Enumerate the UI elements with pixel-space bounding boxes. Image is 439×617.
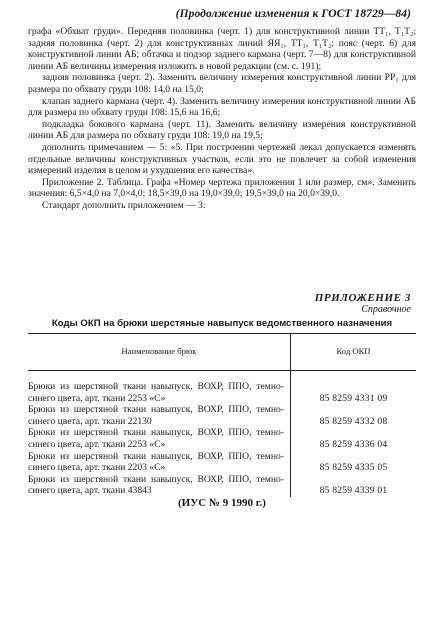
continuation-header: (Продолжение изменения к ГОСТ 18729—84): [175, 8, 411, 20]
table-row: [28, 451, 416, 474]
codes-table: [28, 333, 416, 497]
table-header-row: [28, 334, 416, 371]
paragraph-standard-addition: Стандарт дополнить приложением — 3:: [42, 199, 206, 211]
paragraph-appendix-2: Приложение 2. Таблица. Графа «Номер чертежа приложения 1 или размер, см». Заменить значения: 6,5×4,0 на 7,0×4,0; 18,5×39,0 на 19,0×39,0; 19,5×39,0 на 20,0×39,0.: [28, 176, 416, 200]
paragraph-back-half: задняя половинка (черт. 2). Заменить величину измерения конструктивной линии РР₁ для размера по обхвату груди 108: 14,0 на 15,0;: [28, 72, 416, 95]
row-code: 85 8259 4335 05: [319, 462, 388, 474]
appendix-title: ПРИЛОЖЕНИЕ 3: [314, 292, 411, 304]
row-name: Брюки из шерстяной ткани навыпуск, ВОХР, ППО, темно-синего цвета, арт. ткани 2253 «С»: [28, 371, 291, 405]
header-code: Код ОКП: [291, 334, 417, 371]
paragraph-chest-girth: графа «Обхват груди». Передняя половинка (черт. 1) для конструктивной линии ТТ₁, Т₁Т₂; задняя половинка (черт. 2) для конструктивных линий ЯЯ₁, ТТ₁, Т₁Т₂; пояс (черт. 6) для конструктивной линии АБ; обтачка и подзор заднего кармана (черт. 7—8) для конструктивной линии АБ величины измерения изложить в новой редакции (см. с. 191);: [28, 26, 416, 72]
paragraph-note-addition: дополнить примечанием — 5: «5. При построении чертежей лекал допускается изменять отдельные величины конструктивных участков, если это не повлечет за собой изменения измерений изделия в целом и ухудшения его качества».: [28, 141, 416, 177]
row-name: Брюки из шерстяной ткани навыпуск, ВОХР, ППО, темно-синего цвета, арт. ткани 22130: [28, 404, 291, 427]
paragraph-side-pocket-lining: подкладка бокового кармана (черт. 11). Заменить величину измерения конструктивной линии АБ для размера по обхвату груди 108: 19,0 на 19,5;: [28, 118, 416, 142]
codes-table-title: Коды ОКП на брюки шерстяные навыпуск ведомственного назначения: [51, 318, 393, 329]
row-code: 85 8259 4339 01: [319, 485, 388, 497]
body-text: [28, 26, 416, 212]
header-name: Наименование брюк: [28, 334, 291, 371]
ius-note: (ИУС № 9 1990 г.): [178, 497, 266, 509]
row-name: Брюки из шерстяной ткани навыпуск, ВОХР, ППО, темно-синего цвета, арт. ткани 43843: [28, 474, 291, 497]
paragraph-back-pocket-flap: клапан заднего кармана (черт. 4). Заменить величину измерения конструктивной линии АБ для размера по обхвату груди 108: 15,6 на 16,6;: [28, 95, 416, 119]
table-row: [28, 427, 416, 450]
appendix-subtitle: Справочное: [361, 304, 411, 315]
appendix-heading: [315, 292, 411, 315]
row-code: 85 8259 4332 08: [319, 415, 388, 427]
row-name: Брюки из шерстяной ткани навыпуск, ВОХР, ППО, темно-синего цвета, арт. ткани 2253 «С»: [28, 427, 291, 450]
table-row: [28, 404, 416, 427]
row-name: Брюки из шерстяной ткани навыпуск, ВОХР, ППО, темно-синего цвета, арт. ткани 2203 «С»: [28, 451, 291, 474]
table-row: [28, 371, 416, 405]
table-row: [28, 474, 416, 497]
row-code: 85 8259 4336 04: [319, 438, 388, 450]
row-code: 85 8259 4331 09: [319, 392, 388, 404]
